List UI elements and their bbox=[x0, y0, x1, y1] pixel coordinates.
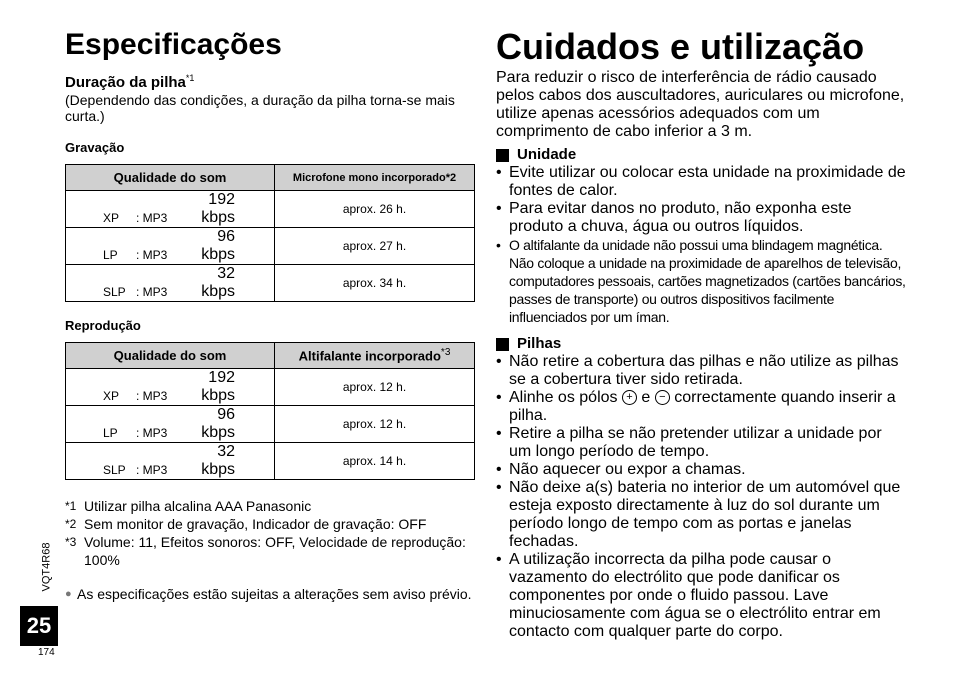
speaker-header: Altifalante incorporado$^{*3}$ bbox=[275, 343, 475, 369]
care-column bbox=[496, 28, 906, 641]
square-icon bbox=[496, 149, 509, 162]
list-item: • A utilização incorrecta da pilha pode causar o vazamento do electrólito que pode danificar os componentes por onde o fluido passou. Lave minuciosamente com água se o electrólito entrar em contacto com qualquer parte do corpo. bbox=[496, 551, 881, 640]
specifications-column bbox=[65, 28, 475, 603]
spec-note: ● As especificações estão sujeitas a alterações sem aviso prévio. bbox=[65, 586, 472, 602]
footnote: *2 Sem monitor de gravação, Indicador de gravação: OFF bbox=[65, 516, 427, 532]
mic-header: Microfone mono incorporado*2 bbox=[275, 165, 475, 191]
list-item: • O altifalante da unidade não possui uma blindagem magnética. Não coloque a unidade na proximidade de aparelhos de televisão, computadores pessoais, cartões magnetizados (cartões bancários, passes de transporte) ou outros dispositivos facilmente influenciados por um íman. bbox=[496, 237, 906, 325]
square-icon bbox=[496, 338, 509, 351]
recording-table bbox=[65, 164, 475, 302]
quality-header: Qualidade do som bbox=[66, 165, 275, 191]
list-item: • Não aquecer ou expor a chamas. bbox=[496, 461, 746, 478]
list-item: • Não deixe a(s) bateria no interior de um automóvel que esteja exposto directamente à luz do sol durante um período longo de tempo com as portas e janelas fechadas. bbox=[496, 479, 901, 550]
model-code: VQT4R68 bbox=[40, 542, 53, 592]
table-row: SLP : MP332 kbps aprox. 14 h. bbox=[66, 443, 475, 480]
table-row: LP : MP396 kbps aprox. 27 h. bbox=[66, 228, 475, 265]
battery-duration-heading: Duração da pilha$^{*1}$ bbox=[65, 73, 195, 91]
list-item: • Alinhe os pólos + e − correctamente quando inserir a pilha. bbox=[496, 389, 896, 424]
page-number: 25 bbox=[20, 606, 58, 646]
table-row: XP : MP3192 kbps aprox. 12 h. bbox=[66, 369, 475, 406]
specifications-title: Especificações bbox=[65, 28, 282, 61]
care-intro: Para reduzir o risco de interferência de rádio causado pelos cabos dos auscultadores, auriculares ou microfone, utilize apenas acessórios adequados com um comprimento de cabo inferior a 3 m. bbox=[496, 69, 905, 140]
table-row: XP : MP3192 kbps aprox. 26 h. bbox=[66, 191, 475, 228]
plus-icon: + bbox=[622, 390, 637, 405]
table-row: LP : MP396 kbps aprox. 12 h. bbox=[66, 406, 475, 443]
recording-label: Gravação bbox=[65, 140, 125, 155]
footnote: *3 Volume: 11, Efeitos sonoros: OFF, Velocidade de reprodução: 100% bbox=[65, 534, 466, 568]
battery-heading: Pilhas bbox=[496, 335, 906, 353]
playback-label: Reprodução bbox=[65, 318, 141, 333]
footnotes bbox=[65, 497, 475, 569]
minus-icon: − bbox=[655, 390, 670, 405]
list-item: • Para evitar danos no produto, não exponha este produto a chuva, água ou outros líquidos. bbox=[496, 200, 852, 235]
list-item: • Evite utilizar ou colocar esta unidade na proximidade de fontes de calor. bbox=[496, 164, 906, 199]
list-item: • Retire a pilha se não pretender utilizar a unidade por um longo período de tempo. bbox=[496, 425, 882, 460]
small-page-number: 174 bbox=[38, 647, 55, 658]
care-title: Cuidados e utilização bbox=[496, 26, 865, 67]
playback-table bbox=[65, 342, 475, 480]
table-row: SLP : MP332 kbps aprox. 34 h. bbox=[66, 265, 475, 302]
bullet-icon: ● bbox=[65, 588, 72, 600]
footnote: *1 Utilizar pilha alcalina AAA Panasonic bbox=[65, 498, 312, 514]
list-item: • Não retire a cobertura das pilhas e não utilize as pilhas se a cobertura tiver sido retirada. bbox=[496, 353, 899, 388]
battery-duration-note: (Dependendo das condições, a duração da pilha torna-se mais curta.) bbox=[65, 92, 455, 124]
quality-header: Qualidade do som bbox=[66, 343, 275, 369]
unit-heading: Unidade bbox=[496, 146, 906, 164]
